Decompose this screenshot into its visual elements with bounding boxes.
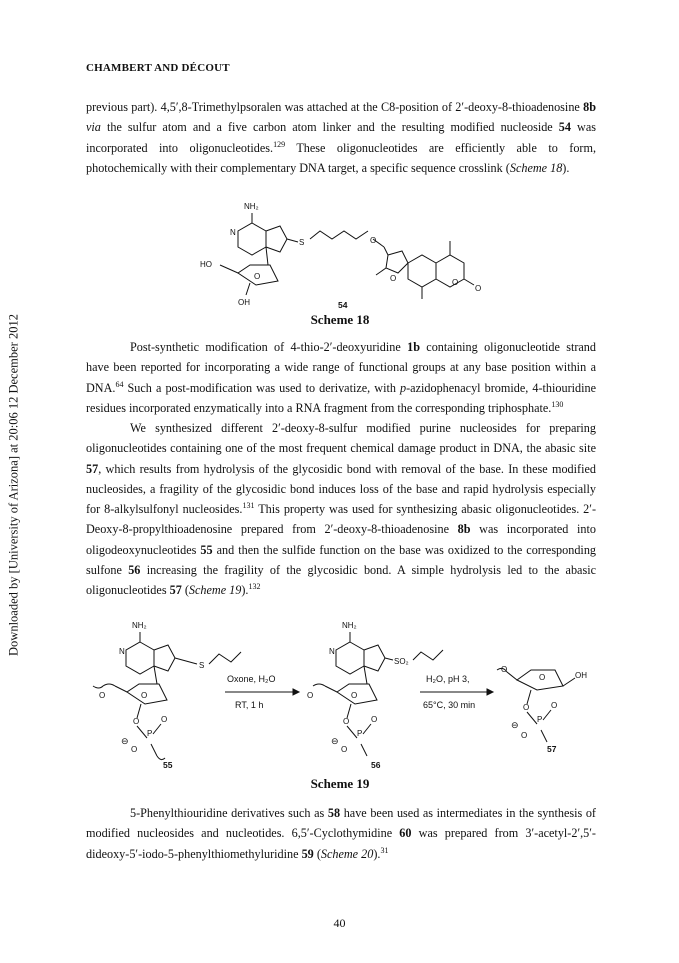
c56-minus-label: ⊖	[331, 736, 339, 746]
c57-o5-label: O	[501, 665, 508, 674]
step2-conditions: 65°C, 30 min	[423, 700, 476, 710]
scheme-18-structure	[190, 195, 490, 315]
c57-ominus-label: O	[521, 731, 528, 740]
scheme-19-structure	[85, 620, 605, 770]
step1-conditions: RT, 1 h	[235, 700, 264, 710]
pyranone-o-label: O	[452, 278, 459, 287]
c56-o3-label: O	[343, 717, 350, 726]
c56-so2-label: SO₂	[394, 657, 409, 666]
scheme-18-caption: Scheme 18	[310, 312, 370, 327]
c57-po-label: O	[551, 701, 558, 710]
ho-label: HO	[200, 260, 212, 269]
c55-n-label: N	[119, 647, 125, 656]
nh2-label: NH₂	[244, 202, 259, 211]
c56-o5-label: O	[307, 691, 314, 700]
c55-ominus-label: O	[131, 745, 138, 754]
oh-label: OH	[238, 298, 250, 307]
c55-p-label: P	[147, 729, 153, 738]
compound-55-label: 55	[163, 760, 173, 770]
c55-minus-label: ⊖	[121, 736, 129, 746]
c56-ominus-label: O	[341, 745, 348, 754]
n-label: N	[230, 228, 236, 237]
sugar-o-label: O	[254, 272, 261, 281]
c55-nh2-label: NH₂	[132, 621, 147, 630]
c56-p-label: P	[357, 729, 363, 738]
compound-54-label: 54	[338, 300, 348, 310]
c55-s-label: S	[199, 661, 205, 670]
running-header: CHAMBERT AND DÉCOUT	[86, 62, 230, 74]
step1-reagent: Oxone, H₂O	[227, 674, 276, 684]
c56-po-label: O	[371, 715, 378, 724]
c55-ring-o-label: O	[141, 691, 148, 700]
s-label: S	[299, 238, 305, 247]
c55-po-label: O	[161, 715, 168, 724]
c56-ring-o-label: O	[351, 691, 358, 700]
furan-o-label: O	[390, 274, 397, 283]
page-number: 40	[333, 916, 346, 930]
c56-n-label: N	[329, 647, 335, 656]
o-linker-label: O	[370, 236, 377, 245]
download-notice	[7, 295, 21, 675]
step2-reagent: H₂O, pH 3,	[426, 674, 470, 684]
paragraph-2: Post-synthetic modification of 4-thio-2′-deoxyuridine 1b containing oligonucleotide strand have been reported for incorporating a wide range of functional groups at any base position within a DNA.$^{64}$ Such a post-modification was used to derivatize, with p-azidophenacyl bromide, 4-thiouridine residues incorporated enzymatically into a RNA fragment from the corresponding triphosphate.$^{130}$	[86, 340, 596, 415]
compound-57-label: 57	[547, 744, 557, 754]
c55-o5-label: O	[99, 691, 106, 700]
c57-minus-label: ⊖	[511, 720, 519, 730]
paragraph-3: We synthesized different 2′-deoxy-8-sulfur modified purine nucleosides for preparing oligonucleotides containing one of the most frequent chemical damage product in DNA, the abasic site 57, which results from hydrolysis of the glycosidic bond with removal of the base. In these modified nucleosides, a fragility of the glycosidic bond induces loss of the base and rapid hydrolysis especially for 8-alkylsulfonyl nucleosides.$^{131}$ This property was used for synthesizing abasic oligonucleotides. 2′-Deoxy-8-propylthioadenosine prepared from 2′-deoxy-8-thioadenosine 8b was incorporated into oligodeoxynucleotides 55 and then the sulfide function on the base was oxidized to the corresponding sulfone 56 increasing the fragility of the glycosidic bond. A simple hydrolysis led to the abasic oligonucleotides 57 (Scheme 19).$^{132}$	[86, 421, 597, 598]
scheme-19-caption: Scheme 19	[310, 776, 370, 791]
c55-o3-label: O	[133, 717, 140, 726]
paragraph-4: 5-Phenylthiouridine derivatives such as 58 have been used as intermediates in the synthesis of modified nucleosides and nucleotides. 6,5′-Cyclothymidine 60 was prepared from 3′-acetyl-2′,5′-dideoxy-5′-iodo-5-phenylthiomethyluridine 59 (Scheme 20).$^{31}$	[86, 806, 596, 861]
c57-p-label: P	[537, 715, 543, 724]
c57-oh-label: OH	[575, 671, 587, 680]
compound-56-label: 56	[371, 760, 381, 770]
carbonyl-o-label: O	[475, 284, 482, 293]
c57-ring-o-label: O	[539, 673, 546, 682]
c56-nh2-label: NH₂	[342, 621, 357, 630]
paragraph-1: previous part). 4,5′,8-Trimethylpsoralen was attached at the C8-position of 2′-deoxy-8-thioadenosine 8b via the sulfur atom and a five carbon atom linker and the resulting modified nucleoside 54 was incorporated into oligonucleotides.$^{129}$ These oligonucleotides are efficiently able to form, photochemically with their complementary DNA target, a specific sequence crosslink (Scheme 18).	[86, 100, 596, 175]
download-notice-text: Downloaded by [University of Arizona] at 20:06 12 December 2012	[6, 314, 21, 656]
c57-o3-label: O	[523, 703, 530, 712]
